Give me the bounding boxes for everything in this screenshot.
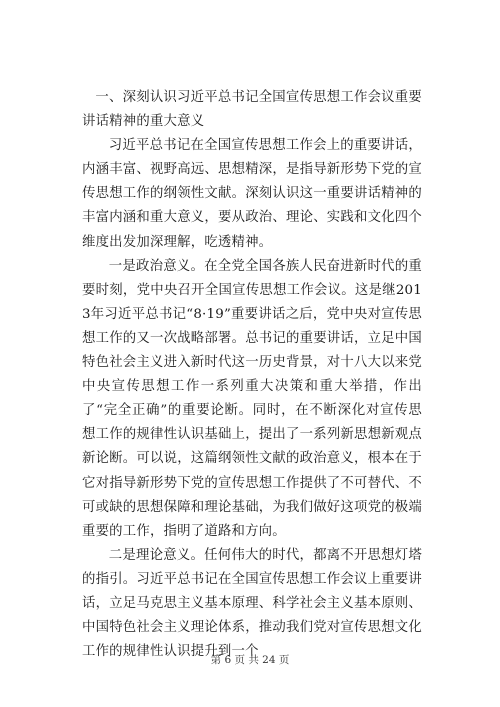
paragraph-theoretical-significance: 二是理论意义。任何伟大的时代，都离不开思想灯塔的指引。习近平总书记在全国宣传思想工作会议上重要讲话，立足马克思主义基本原理、科学社会主义基本原则、中国特色社会主义理论体系，推动我们党对宣传思想文化工作的规律性认识提升到一个	[82, 547, 422, 660]
section-heading: 一、深刻认识习近平总书记全国宣传思想工作会议重要讲话精神的重大意义	[82, 90, 422, 130]
document-body	[82, 86, 422, 664]
page-number-footer: 第 6 页 共 24 页	[210, 654, 290, 666]
paragraph-political-significance: 一是政治意义。在全党全国各族人民奋进新时代的重要时刻，党中央召开全国宣传思想工作会议。这是继2013年习近平总书记“8·19”重要讲话之后，党中央对宣传思想工作的又一次战略部署。总书记的重要讲话，立足中国特色社会主义进入新时代这一历史背景，对十八大以来党中央宣传思想工作一系列重大决策和重大举措，作出了“完全正确”的重要论断。同时，在不断深化对宣传思想工作的规律性认识基础上，提出了一系列新思想新观点新论断。可以说，这篇纲领性文献的政治意义，根本在于它对指导新形势下党的宣传思想工作提供了不可替代、不可或缺的思想保障和理论基础，为我们做好这项党的极端重要的工作，指明了道路和方向。	[82, 258, 422, 539]
paragraph-intro: 习近平总书记在全国宣传思想工作会上的重要讲话，内涵丰富、视野高远、思想精深，是指导新形势下党的宣传思想工作的纲领性文献。深刻认识这一重要讲话精神的丰富内涵和重大意义，要从政治、理论、实践和文化四个维度出发加深理解，吃透精神。	[82, 138, 422, 250]
